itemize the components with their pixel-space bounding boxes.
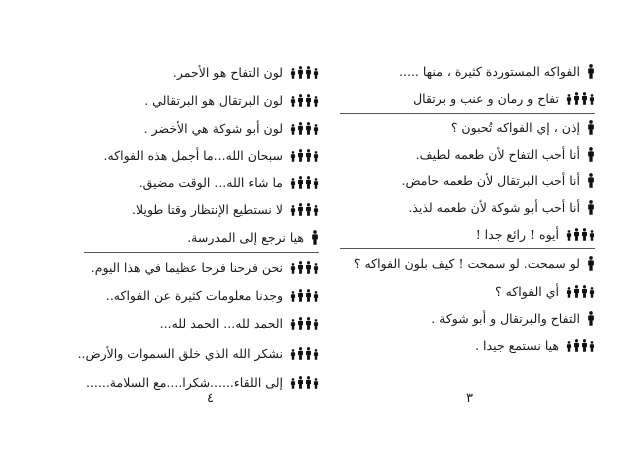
group-speakers-icon — [290, 176, 319, 189]
person-icon — [566, 341, 572, 352]
group-speakers-icon — [290, 66, 319, 79]
person-icon — [313, 291, 319, 302]
person-icon — [305, 176, 312, 189]
person-icon — [297, 261, 304, 274]
dialogue-text: الحمد لله... الحمد لله... — [159, 316, 283, 331]
group-speakers-icon — [290, 317, 319, 330]
dialogue-line — [84, 368, 319, 396]
dialogue-line — [340, 141, 595, 167]
dialogue-text: لا نستطيع الإنتظار وقتا طويلا. — [132, 202, 283, 217]
person-icon — [573, 92, 580, 105]
person-icon — [566, 94, 572, 105]
person-icon — [313, 205, 319, 216]
group-speakers-icon — [566, 92, 595, 105]
person-icon — [305, 317, 312, 330]
dialogue-text: هيا نرجع إلى المدرسة. — [187, 230, 304, 245]
person-icon — [290, 151, 296, 162]
dialogue-text: لو سمحت. لو سمحت ! كيف بلون الفواكه ؟ — [353, 256, 580, 271]
person-icon — [587, 64, 595, 79]
dialogue-text: نحن فرحنا فرحا عظيما في هذا اليوم. — [90, 259, 283, 275]
dialogue-line — [84, 196, 319, 223]
person-icon — [297, 149, 304, 162]
dialogue-line — [340, 58, 595, 84]
person-icon — [305, 203, 312, 216]
person-icon — [297, 94, 304, 107]
person-icon — [305, 261, 312, 274]
single-speaker-icon — [587, 147, 595, 162]
dialogue-text: إذن ، إي الفواكه تُحبون ؟ — [450, 120, 580, 135]
group-speakers-icon — [290, 376, 319, 389]
group-speakers-icon — [566, 285, 595, 298]
person-icon — [581, 285, 588, 298]
person-icon — [587, 120, 595, 135]
dialogue-line — [340, 305, 595, 331]
dialogue-text: إلى اللقاء......شكرا....مع السلامة...... — [85, 374, 283, 390]
person-icon — [297, 66, 304, 79]
person-icon — [573, 285, 580, 298]
single-speaker-icon — [587, 311, 595, 326]
person-icon — [313, 349, 319, 360]
person-icon — [297, 122, 304, 135]
page-number-right: ٣ — [466, 391, 473, 406]
person-icon — [587, 173, 595, 188]
person-icon — [313, 263, 319, 274]
dialogue-line — [340, 113, 595, 141]
person-icon — [290, 68, 296, 79]
dialogue-line — [84, 281, 319, 309]
page-number-left: ٤ — [207, 391, 214, 406]
dialogue-text: أنا أحب البرتقال لأن طعمه حامض. — [401, 173, 580, 188]
dialogue-line — [340, 331, 595, 359]
person-icon — [297, 317, 304, 330]
dialogue-text: أيوه ! رائع جدا ! — [475, 226, 559, 242]
group-speakers-icon — [290, 261, 319, 274]
dialogue-line — [84, 169, 319, 196]
person-icon — [305, 122, 312, 135]
single-speaker-icon — [587, 256, 595, 271]
group-speakers-icon — [290, 347, 319, 360]
dialogue-text: أنا أحب أبو شوكة لأن طعمه لذيذ. — [408, 199, 580, 215]
person-icon — [297, 176, 304, 189]
single-speaker-icon — [587, 200, 595, 215]
person-icon — [589, 230, 595, 241]
dialogue-line — [84, 309, 319, 338]
dialogue-line — [84, 115, 319, 142]
person-icon — [311, 230, 319, 245]
group-speakers-icon — [290, 203, 319, 216]
single-speaker-icon — [587, 173, 595, 188]
page-right-dialogue — [340, 58, 595, 359]
dialogue-text: أنا أحب التفاح لأن طعمه لطيف. — [415, 146, 580, 162]
group-speakers-icon — [290, 94, 319, 107]
person-icon — [313, 178, 319, 189]
person-icon — [587, 200, 595, 215]
group-speakers-icon — [566, 339, 595, 352]
person-icon — [566, 287, 572, 298]
person-icon — [313, 68, 319, 79]
person-icon — [587, 147, 595, 162]
person-icon — [581, 339, 588, 352]
dialogue-line — [84, 86, 319, 115]
dialogue-line — [340, 278, 595, 305]
person-icon — [313, 124, 319, 135]
dialogue-text: تفاح و رمان و عنب و برتقال — [413, 91, 559, 106]
person-icon — [566, 230, 572, 241]
person-icon — [290, 263, 296, 274]
person-icon — [589, 94, 595, 105]
person-icon — [305, 94, 312, 107]
dialogue-line — [84, 252, 319, 281]
dialogue-line — [84, 223, 319, 252]
person-icon — [573, 228, 580, 241]
person-icon — [313, 96, 319, 107]
dialogue-text: أي الفواكه ؟ — [494, 284, 559, 299]
group-speakers-icon — [290, 289, 319, 302]
person-icon — [290, 378, 296, 389]
dialogue-text: نشكر الله الذي خلق السموات والأرض.. — [77, 345, 283, 361]
person-icon — [589, 341, 595, 352]
dialogue-line — [340, 220, 595, 248]
group-speakers-icon — [290, 149, 319, 162]
person-icon — [297, 347, 304, 360]
person-icon — [305, 347, 312, 360]
person-icon — [313, 378, 319, 389]
dialogue-text: لون البرتقال هو البرتقالي . — [144, 93, 283, 108]
person-icon — [297, 203, 304, 216]
dialogue-line — [84, 58, 319, 86]
person-icon — [290, 319, 296, 330]
single-speaker-icon — [587, 120, 595, 135]
single-speaker-icon — [587, 64, 595, 79]
group-speakers-icon — [566, 228, 595, 241]
dialogue-line — [77, 338, 319, 368]
person-icon — [305, 376, 312, 389]
person-icon — [573, 339, 580, 352]
person-icon — [305, 66, 312, 79]
dialogue-text: لون التفاح هو الأحمر. — [172, 64, 283, 80]
dialogue-line — [340, 167, 595, 194]
dialogue-text: وجدنا معلومات كثيرة عن الفواكه.. — [105, 287, 283, 303]
person-icon — [581, 228, 588, 241]
person-icon — [297, 376, 304, 389]
dialogue-text: التفاح والبرتقال و أبو شوكة . — [431, 310, 580, 326]
person-icon — [581, 92, 588, 105]
person-icon — [290, 178, 296, 189]
dialogue-line — [340, 194, 595, 220]
page-left-dialogue — [77, 58, 319, 396]
dialogue-text: لون أبو شوكة هي الأخضر . — [143, 121, 283, 136]
person-icon — [290, 291, 296, 302]
person-icon — [313, 319, 319, 330]
person-icon — [587, 256, 595, 271]
dialogue-text: سبحان الله...ما أجمل هذه الفواكه. — [103, 148, 283, 163]
person-icon — [587, 311, 595, 326]
dialogue-line — [340, 84, 595, 113]
person-icon — [290, 96, 296, 107]
dialogue-text: الفواكه المستوردة كثيرة ، منها ..... — [399, 63, 580, 79]
group-speakers-icon — [290, 122, 319, 135]
person-icon — [290, 349, 296, 360]
dialogue-line — [84, 142, 319, 169]
dialogue-text: ما شاء الله... الوقت مضيق. — [138, 175, 283, 190]
person-icon — [305, 149, 312, 162]
person-icon — [290, 205, 296, 216]
person-icon — [313, 151, 319, 162]
person-icon — [589, 287, 595, 298]
person-icon — [297, 289, 304, 302]
person-icon — [290, 124, 296, 135]
single-speaker-icon — [311, 230, 319, 245]
dialogue-text: هيا نستمع جيدا . — [475, 337, 559, 353]
dialogue-line — [340, 248, 595, 278]
person-icon — [305, 289, 312, 302]
